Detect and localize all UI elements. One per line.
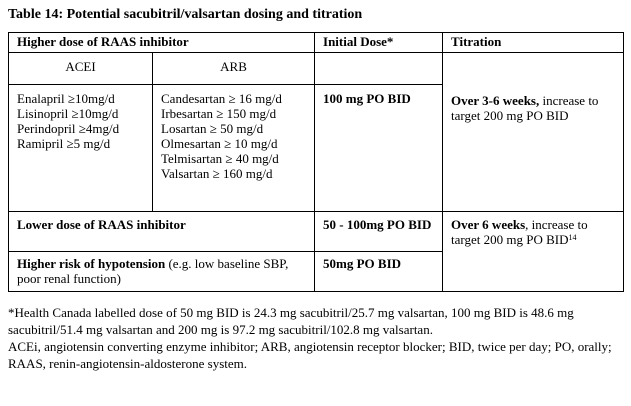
lower-dose-titration (443, 212, 624, 292)
header-initial-dose: Initial Dose* (315, 33, 443, 53)
abbreviations-footnote: ACEi, angiotensin converting enzyme inhibitor; ARB, angiotensin receptor blocker; BID, twice per day; PO, orally; RAAS, renin-angiotensin-aldosterone system. (8, 339, 612, 371)
subheader-arb: ARB (153, 53, 315, 85)
subheader-acei: ACEI (9, 53, 153, 85)
subheader-row (9, 53, 624, 85)
acei-list (9, 85, 153, 212)
acei-item: Ramipril ≥5 mg/d (17, 136, 111, 151)
lower-dose-row (9, 212, 624, 252)
arb-item: Losartan ≥ 50 mg/d (161, 121, 264, 136)
lower-dose-initial: 50 - 100mg PO BID (315, 212, 443, 252)
table-title: Table 14: Potential sacubitril/valsartan dosing and titration (8, 7, 363, 22)
lower-dose-label: Lower dose of RAAS inhibitor (9, 212, 315, 252)
hypotension-label-bold: Higher risk of hypotension (17, 256, 166, 271)
footnotes (8, 304, 623, 372)
header-titration: Titration (443, 33, 624, 53)
titration-detail: increase to target 200 mg PO BID (451, 93, 599, 123)
high-dose-titration (443, 53, 624, 212)
arb-item: Olmesartan ≥ 10 mg/d (161, 136, 278, 151)
titration-period: Over 6 weeks (451, 217, 526, 232)
hypotension-label-detail: (e.g. low baseline SBP, poor renal function) (17, 256, 289, 286)
high-dose-initial: 100 mg PO BID (315, 85, 443, 212)
subheader-empty-dose (315, 53, 443, 85)
arb-item: Telmisartan ≥ 40 mg/d (161, 151, 279, 166)
hypotension-label (9, 252, 315, 292)
titration-period: Over 3-6 weeks, (451, 93, 540, 108)
acei-item: Enalapril ≥10mg/d (17, 91, 115, 106)
reference-superscript: 14 (568, 233, 577, 242)
header-row (9, 33, 624, 53)
arb-item: Valsartan ≥ 160 mg/d (161, 166, 273, 181)
hypotension-initial: 50mg PO BID (315, 252, 443, 292)
arb-list (153, 85, 315, 212)
dose-footnote: *Health Canada labelled dose of 50 mg BID is 24.3 mg sacubitril/25.7 mg valsartan, 100 mg BID is 48.6 mg sacubitril/51.4 mg valsartan and 200 mg is 97.2 mg sacubitril/102.8 mg valsartan. (8, 305, 574, 337)
acei-item: Lisinopril ≥10mg/d (17, 106, 119, 121)
dosing-table (8, 32, 624, 292)
arb-item: Candesartan ≥ 16 mg/d (161, 91, 282, 106)
titration-detail: , increase to target 200 mg PO BID (451, 217, 588, 247)
acei-item: Perindopril ≥4mg/d (17, 121, 120, 136)
header-higher-dose: Higher dose of RAAS inhibitor (9, 33, 315, 53)
arb-item: Irbesartan ≥ 150 mg/d (161, 106, 277, 121)
